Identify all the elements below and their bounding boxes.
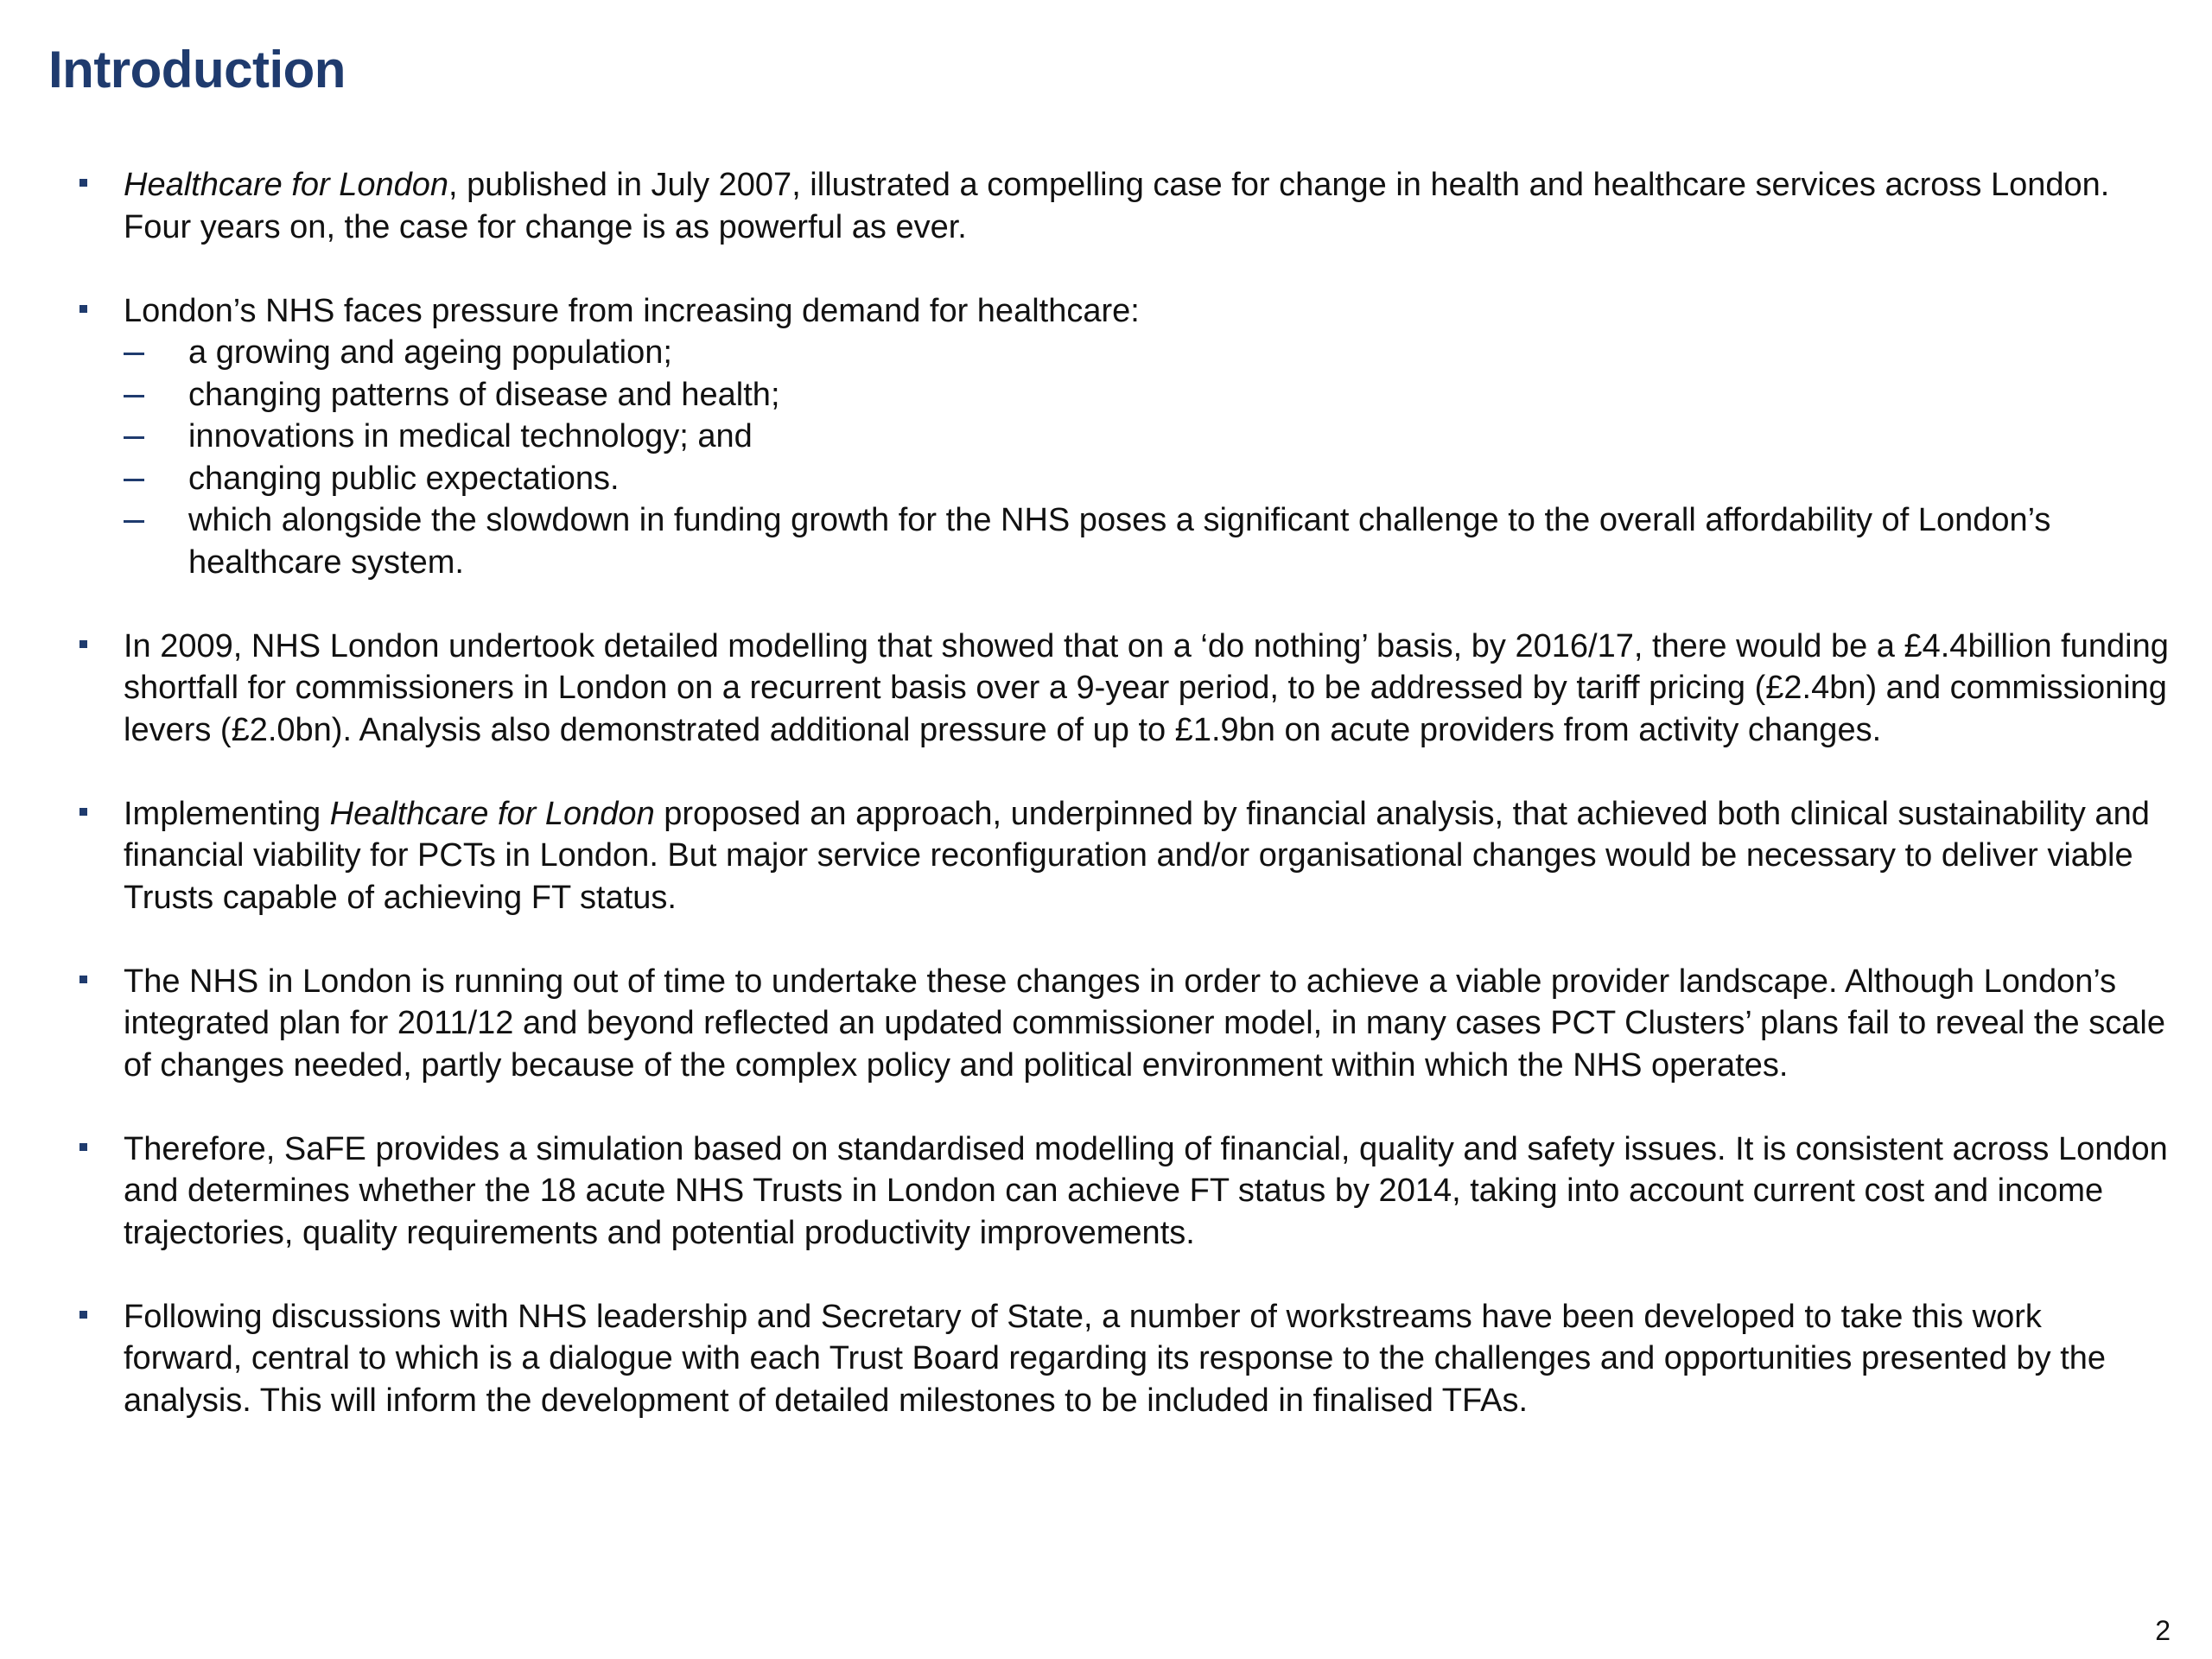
sub-item-text: which alongside the slowdown in funding growth for the NHS poses a significant challenge to the overall affordability of London’s healthcare system. xyxy=(188,502,2051,581)
bullet-text-prefix: Implementing xyxy=(124,795,330,832)
square-bullet-icon xyxy=(79,179,87,187)
bullet-item-4 xyxy=(78,793,2169,919)
square-bullet-icon xyxy=(79,1143,87,1151)
bullet-text: The NHS in London is running out of time to undertake these changes in order to achieve a viable provider landscape. Although London’s integrated plan for 2011/12 and beyond reflected an updated commissioner model, in many cases PCT Clusters’ plans fail to reveal the scale of changes needed, partly because of the complex policy and political environment within which the NHS operates. xyxy=(124,963,2165,1084)
square-bullet-icon xyxy=(79,976,87,983)
sub-item xyxy=(124,416,2169,458)
bullet-item-7 xyxy=(78,1296,2169,1422)
bullet-text: London’s NHS faces pressure from increasing demand for healthcare: xyxy=(124,292,1140,329)
bullet-text: proposed an approach, underpinned by financial analysis, that achieved both clinical sustainability and financial viability for PCTs in London. But major service reconfiguration and/or organisational changes would be necessary to deliver viable Trusts capable of achieving FT status. xyxy=(124,795,2150,916)
dash-bullet-icon xyxy=(124,436,144,439)
bullet-list xyxy=(78,164,2169,1464)
bullet-item-6 xyxy=(78,1128,2169,1255)
square-bullet-icon xyxy=(79,808,87,816)
bullet-text: , published in July 2007, illustrated a compelling case for change in health and healthcare services across London. Four years on, the case for change is as powerful as ever. xyxy=(124,167,2110,245)
dash-bullet-icon xyxy=(124,395,144,397)
page-number: 2 xyxy=(2155,1615,2171,1646)
publication-title: Healthcare for London xyxy=(329,795,655,832)
bullet-item-5 xyxy=(78,961,2169,1087)
bullet-item-1 xyxy=(78,164,2169,248)
bullet-item-3 xyxy=(78,626,2169,752)
page-title: Introduction xyxy=(48,41,346,99)
bullet-text: In 2009, NHS London undertook detailed modelling that showed that on a ‘do nothing’ basis, by 2016/17, there would be a £4.4billion funding shortfall for commissioners in London on a recurrent basis over a 9-year period, to be addressed by tariff pricing (£2.4bn) and commissioning levers (£2.0bn). Analysis also demonstrated additional pressure of up to £1.9bn on acute providers from activity changes. xyxy=(124,627,2169,748)
bullet-item-2 xyxy=(78,290,2169,584)
sub-item-text: changing public expectations. xyxy=(188,460,620,497)
square-bullet-icon xyxy=(79,640,87,648)
sub-item xyxy=(124,499,2169,583)
sub-item xyxy=(124,458,2169,500)
dash-bullet-icon xyxy=(124,479,144,481)
bullet-text: Following discussions with NHS leadership and Secretary of State, a number of workstreams have been developed to take this work forward, central to which is a dialogue with each Trust Board regarding its response to the challenges and opportunities presented by the analysis. This will inform the development of detailed milestones to be included in finalised TFAs. xyxy=(124,1298,2107,1419)
sub-item-text: changing patterns of disease and health; xyxy=(188,376,780,413)
sub-list xyxy=(124,332,2169,583)
bullet-text: Therefore, SaFE provides a simulation based on standardised modelling of financial, quality and safety issues. It is consistent across London and determines whether the 18 acute NHS Trusts in London can achieve FT status by 2014, taking into account current cost and income trajectories, quality requirements and potential productivity improvements. xyxy=(124,1130,2168,1251)
publication-title: Healthcare for London xyxy=(124,167,449,203)
square-bullet-icon xyxy=(79,1311,87,1319)
square-bullet-icon xyxy=(79,305,87,313)
sub-item-text: innovations in medical technology; and xyxy=(188,418,753,454)
sub-item xyxy=(124,332,2169,374)
sub-item xyxy=(124,374,2169,416)
dash-bullet-icon xyxy=(124,520,144,523)
sub-item-text: a growing and ageing population; xyxy=(188,334,672,371)
dash-bullet-icon xyxy=(124,353,144,355)
